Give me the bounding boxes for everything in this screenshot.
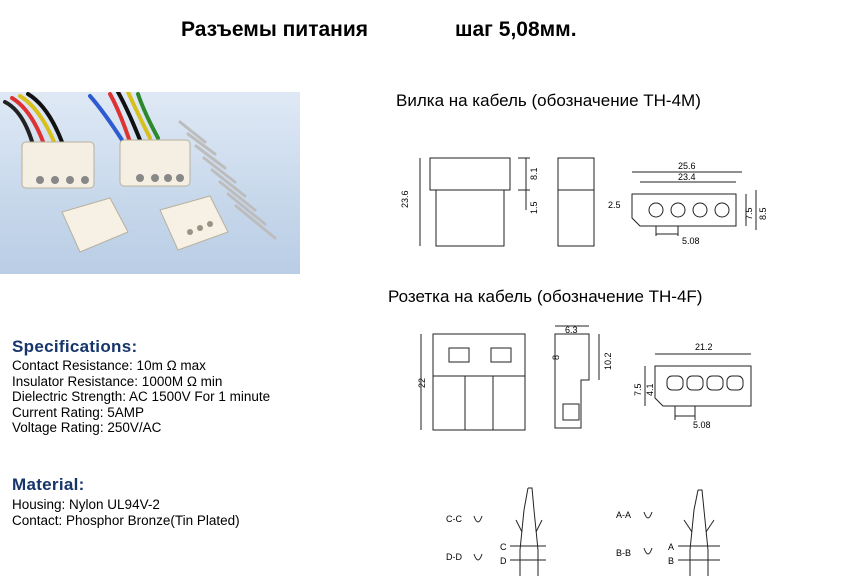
plug-dim-hole: 2.5 xyxy=(608,200,621,210)
socket-dim-side-w: 6.3 xyxy=(565,325,578,335)
plug-drawing xyxy=(400,150,780,250)
pin-label-d: D xyxy=(500,556,507,566)
plug-dim-d2: 1.5 xyxy=(529,201,539,214)
spec-line: Voltage Rating: 250V/AC xyxy=(12,420,162,435)
specifications-heading: Specifications: xyxy=(12,337,138,356)
socket-dim-height: 22 xyxy=(417,377,427,388)
plug-dim-h1: 7.5 xyxy=(744,207,754,220)
pin-label-b: B xyxy=(668,556,675,566)
material-heading: Material: xyxy=(12,475,85,494)
plug-dim-w-outer: 25.6 xyxy=(678,161,696,171)
connector-photo-drawing xyxy=(0,92,300,274)
plug-dim-h2: 8.5 xyxy=(758,207,768,220)
socket-dim-h2: 4.1 xyxy=(645,383,655,396)
pin-label-cc: C-C xyxy=(446,514,462,524)
material-list xyxy=(12,497,240,528)
pin-label-c: C xyxy=(500,542,507,552)
plug-dim-pitch: 5.08 xyxy=(682,236,700,246)
pin-label-dd: D-D xyxy=(446,552,462,562)
socket-dim-w: 21.2 xyxy=(695,342,713,352)
spec-line: Current Rating: 5AMP xyxy=(12,404,145,420)
spec-line: Insulator Resistance: 1000M Ω min xyxy=(12,373,223,389)
socket-drawing xyxy=(405,320,775,432)
spec-line: Dielectric Strength: AC 1500V For 1 minute xyxy=(12,389,271,404)
pin-label-a: A xyxy=(668,542,675,552)
connector-photo xyxy=(0,92,300,274)
plug-subtitle: Вилка на кабель (обозначение TH-4M) xyxy=(396,91,701,110)
specifications-list xyxy=(12,358,270,436)
socket-dim-h1: 7.5 xyxy=(633,383,643,396)
socket-dim-pitch: 5.08 xyxy=(693,420,711,430)
title-part2: шаг 5,08мм. xyxy=(455,18,577,41)
plug-dim-height: 23.6 xyxy=(400,190,410,208)
plug-dim-d1: 8.1 xyxy=(529,167,539,180)
material-line: Contact: Phosphor Bronze(Tin Plated) xyxy=(12,512,240,528)
spec-line: Contact Resistance: 10m Ω max xyxy=(12,358,206,373)
socket-subtitle: Розетка на кабель (обозначение TH-4F) xyxy=(388,287,703,306)
pin-drawings xyxy=(440,480,760,578)
material-line: Housing: Nylon UL94V-2 xyxy=(12,497,160,512)
socket-dim-d2: 10.2 xyxy=(603,352,613,370)
title-part1: Разъемы питания xyxy=(181,18,369,41)
socket-dim-d1: 8 xyxy=(551,354,561,360)
pin-label-aa: A-A xyxy=(616,510,632,520)
pin-label-bb: B-B xyxy=(616,548,632,558)
plug-dim-w-inner: 23.4 xyxy=(678,172,696,182)
